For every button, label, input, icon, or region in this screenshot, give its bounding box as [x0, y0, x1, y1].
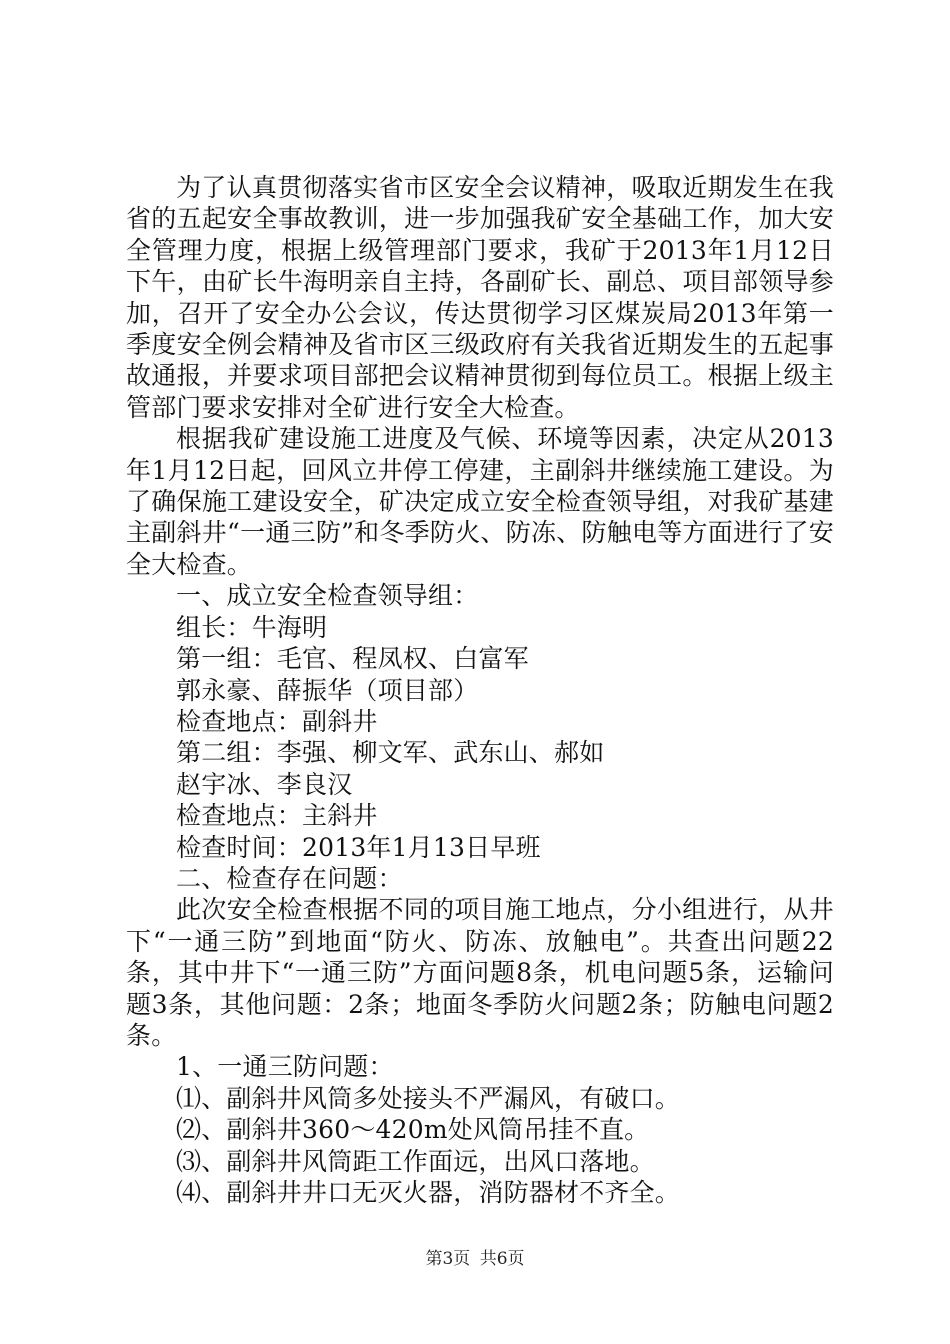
page-number: 第3页	[425, 1249, 471, 1269]
issue-item-1: ⑴、副斜井风筒多处接头不严漏风，有破口。	[176, 1083, 681, 1113]
issue-item-2: ⑵、副斜井360～420m处风筒吊挂不直。	[176, 1115, 650, 1145]
group-2-location: 检查地点：主斜井	[176, 801, 378, 831]
paragraph-2: 根据我矿建设施工进度及气候、环境等因素，决定从2013年1月12日起，回风立井停工停建，主副斜井继续施工建设。为了确保施工建设安全，矿决定成立安全检查领导组，对我矿基建主副斜井“一通三防”和冬季防火、防冻、防触电等方面进行了安全大检查。	[126, 424, 834, 579]
group-2-members-cont: 赵宇冰、李良汉	[176, 769, 353, 799]
subsection-heading-1: 1、一通三防问题：	[176, 1052, 394, 1082]
group-2-members: 第二组：李强、柳文军、武东山、郝如	[176, 738, 605, 768]
issue-item-3: ⑶、副斜井风筒距工作面远，出风口落地。	[176, 1146, 655, 1176]
page-total: 共6页	[479, 1249, 525, 1269]
paragraph-3: 此次安全检查根据不同的项目施工地点，分小组进行，从井下“一通三防”到地面“防火、防冻、放触电”。共查出问题22条，其中井下“一通三防”方面问题8条，机电问题5条，运输问题3条，其他问题：2条；地面冬季防火问题2条；防触电问题2条。	[126, 895, 834, 1050]
team-leader-line: 组长：牛海明	[176, 612, 328, 642]
group-1-location: 检查地点：副斜井	[176, 706, 378, 736]
group-1-members-cont: 郭永豪、薛振华（项目部）	[176, 675, 479, 705]
issue-item-4: ⑷、副斜井井口无灭火器，消防器材不齐全。	[176, 1178, 681, 1207]
page-footer	[0, 1244, 950, 1269]
inspection-time: 检查时间：2013年1月13日早班	[176, 832, 541, 862]
section-heading-2: 二、检查存在问题：	[176, 863, 403, 893]
section-heading-1: 一、成立安全检查领导组：	[176, 581, 479, 611]
paragraph-1: 为了认真贯彻落实省市区安全会议精神，吸取近期发生在我省的五起安全事故教训，进一步加强我矿安全基础工作，加大安全管理力度，根据上级管理部门要求，我矿于2013年1月12日下午，由矿长牛海明亲自主持，各副矿长、副总、项目部领导参加，召开了安全办公会议，传达贯彻学习区煤炭局2013年第一季度安全例会精神及省市区三级政府有关我省近期发生的五起事故通报，并要求项目部把会议精神贯彻到每位员工。根据上级主管部门要求安排对全矿进行安全大检查。	[126, 173, 834, 422]
document-body	[126, 172, 834, 1208]
group-1-members: 第一组：毛官、程凤权、白富军	[176, 644, 529, 674]
